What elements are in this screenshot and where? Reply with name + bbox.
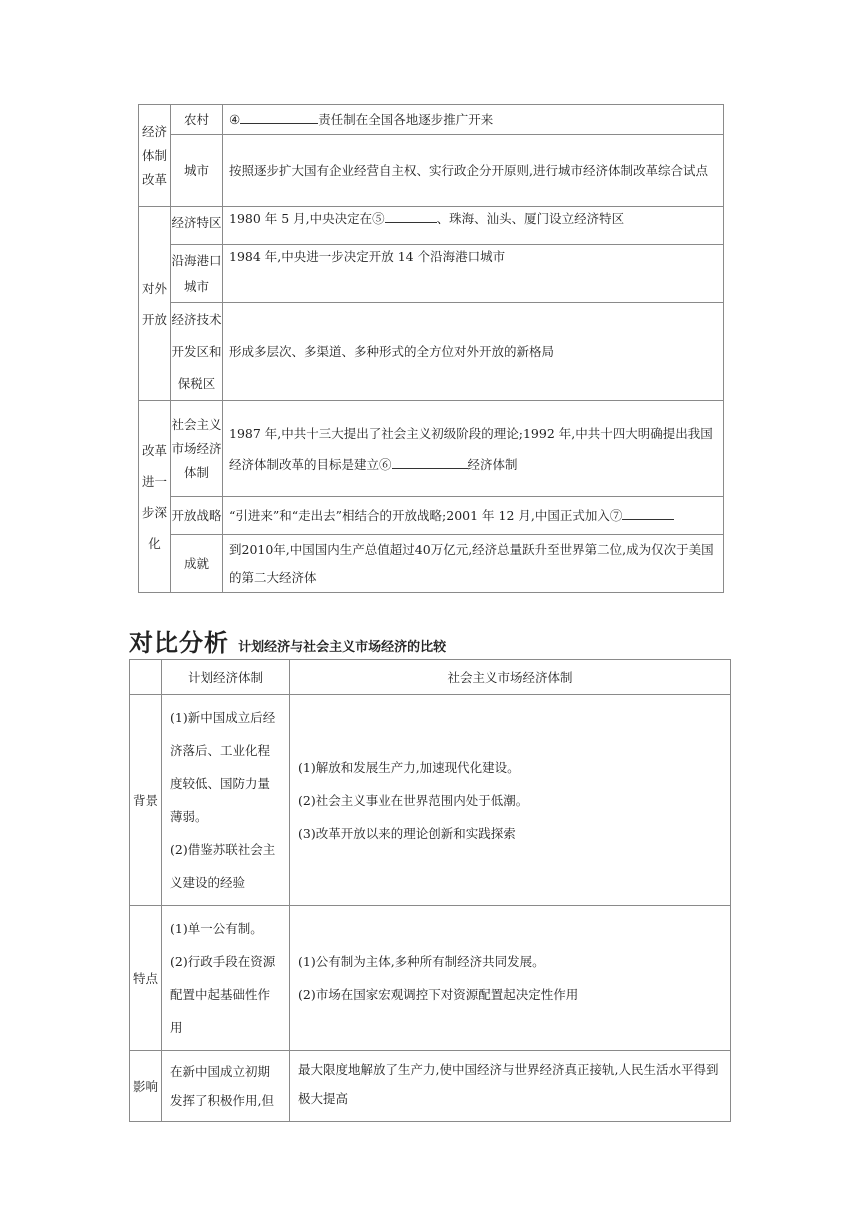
header-market-economy: 社会主义市场经济体制 xyxy=(290,660,731,695)
header-empty xyxy=(130,660,162,695)
category-opening-up: 对外开放 xyxy=(139,207,171,401)
row-label-impact: 影响 xyxy=(130,1051,162,1122)
opening-strategy-text: “引进来”和“走出去”相结合的开放战略;2001 年 12 月,中国正式加入⑦ xyxy=(223,497,724,535)
header-planned-economy: 计划经济体制 xyxy=(162,660,290,695)
subcategory-achievement: 成就 xyxy=(171,535,223,593)
subcategory-dev-zones: 经济技术开发区和保税区 xyxy=(171,303,223,401)
sez-text: 1980 年 5 月,中央决定在⑤ 、珠海、汕头、厦门设立经济特区 xyxy=(223,207,724,245)
subcategory-sez: 经济特区 xyxy=(171,207,223,245)
comparison-table xyxy=(129,659,731,1122)
rural-reform-text: ④ 责任制在全国各地逐步推广开来 xyxy=(223,105,724,135)
subcategory-urban: 城市 xyxy=(171,135,223,207)
section-heading xyxy=(129,623,447,657)
blank-7[interactable] xyxy=(622,505,674,520)
blank-6[interactable] xyxy=(392,454,468,469)
market-background-cell: (1)解放和发展生产力,加速现代化建设。 (2)社会主义事业在世界范围内处于低潮。 (3)改革开放以来的理论创新和实践探索 xyxy=(290,695,731,906)
planned-impact-cell: 在新中国成立初期发挥了积极作用,但 xyxy=(162,1051,290,1122)
blank-5[interactable] xyxy=(385,208,437,223)
section-title: 对比分析 xyxy=(129,629,229,657)
subcategory-rural: 农村 xyxy=(171,105,223,135)
planned-features-cell: (1)单一公有制。 (2)行政手段在资源配置中起基础性作用 xyxy=(162,906,290,1051)
category-economic-reform: 经济体制改革 xyxy=(139,105,171,207)
coastal-cities-text: 1984 年,中央进一步决定开放 14 个沿海港口城市 xyxy=(223,245,724,303)
reform-table xyxy=(138,104,724,593)
planned-background-cell: (1)新中国成立后经济落后、工业化程度较低、国防力量薄弱。 (2)借鉴苏联社会主义建设的经验 xyxy=(162,695,290,906)
urban-reform-text: 按照逐步扩大国有企业经营自主权、实行政企分开原则,进行城市经济体制改革综合试点 xyxy=(223,135,724,207)
market-economy-text: 1987 年,中共十三大提出了社会主义初级阶段的理论;1992 年,中共十四大明确提出我国经济体制改革的目标是建立⑥ 经济体制 xyxy=(223,401,724,497)
subcategory-coastal-cities: 沿海港口城市 xyxy=(171,245,223,303)
market-impact-cell: 最大限度地解放了生产力,使中国经济与世界经济真正接轨,人民生活水平得到极大提高 xyxy=(290,1051,731,1122)
blank-4[interactable] xyxy=(240,109,318,124)
dev-zones-text: 形成多层次、多渠道、多种形式的全方位对外开放的新格局 xyxy=(223,303,724,401)
section-subtitle: 计划经济与社会主义市场经济的比较 xyxy=(238,640,447,655)
category-deepening-reform: 改革进一步深化 xyxy=(139,401,171,593)
subcategory-opening-strategy: 开放战略 xyxy=(171,497,223,535)
row-label-background: 背景 xyxy=(130,695,162,906)
subcategory-market-economy: 社会主义市场经济体制 xyxy=(171,401,223,497)
achievement-text: 到2010年,中国国内生产总值超过40万亿元,经济总量跃升至世界第二位,成为仅次于美国的第二大经济体 xyxy=(223,535,724,593)
row-label-features: 特点 xyxy=(130,906,162,1051)
market-features-cell: (1)公有制为主体,多种所有制经济共同发展。 (2)市场在国家宏观调控下对资源配置起决定性作用 xyxy=(290,906,731,1051)
